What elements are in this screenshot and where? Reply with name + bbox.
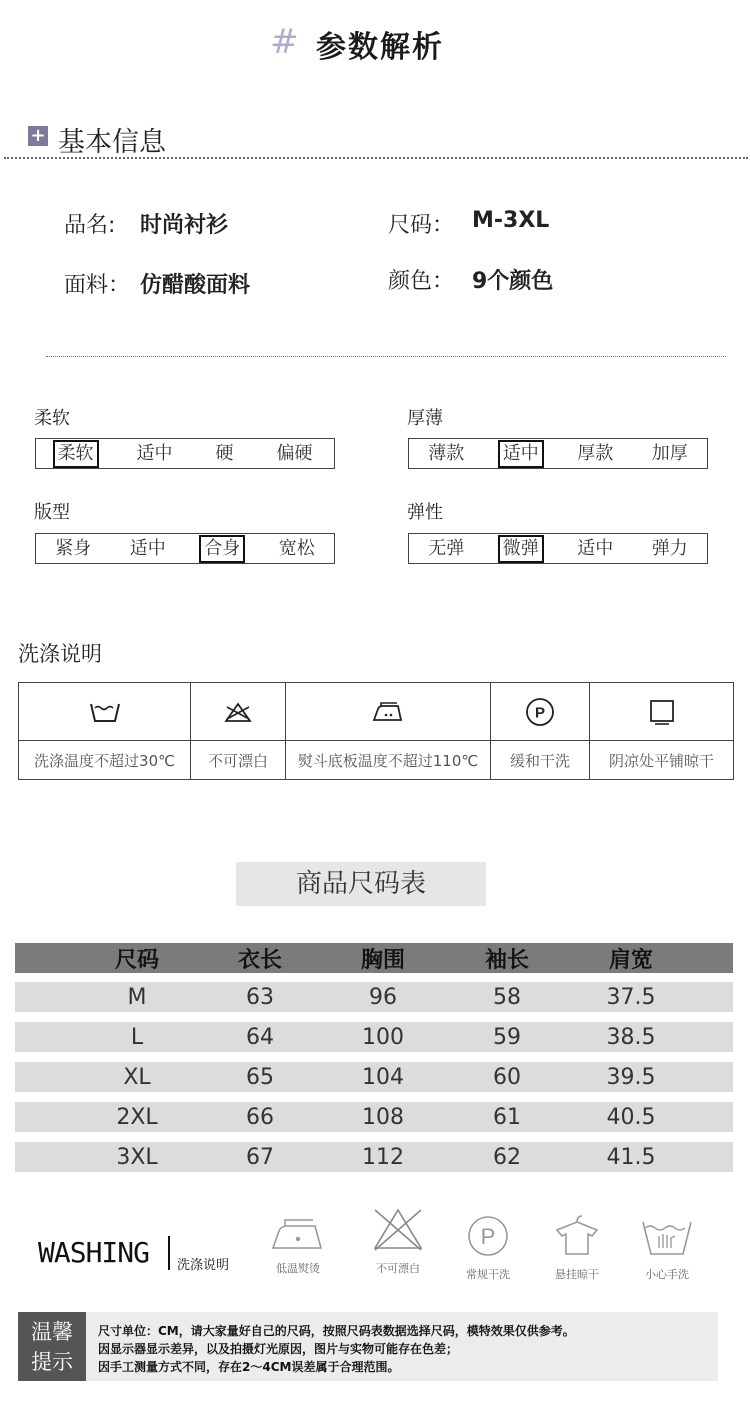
thickness-label: 厚薄	[407, 408, 443, 429]
wash-cell	[286, 683, 491, 779]
wash-cell	[590, 683, 733, 779]
table-cell: 63	[246, 984, 274, 1010]
size-value: M-3XL	[472, 208, 550, 233]
washing-icon-item	[627, 1214, 707, 1282]
column-header: 胸围	[360, 947, 405, 973]
table-row	[15, 1142, 733, 1172]
wash-text: 熨斗底板温度不超过110℃	[297, 751, 479, 770]
wash-cell	[191, 683, 286, 779]
column-header: 袖长	[484, 947, 529, 973]
color-value: 9个颜色	[472, 269, 554, 294]
scale-option: 弹力	[651, 537, 688, 559]
notice-line: 因显示器显示差异，以及拍摄灯光原因，图片与实物可能存在色差；	[98, 1342, 459, 1356]
notice-tag-line: 温馨	[31, 1320, 73, 1344]
scale-option: 偏硬	[276, 442, 313, 464]
dotted-divider	[4, 157, 748, 159]
low-temp-iron-icon	[269, 1214, 327, 1252]
washing-divider	[168, 1236, 170, 1270]
thickness-scale	[408, 438, 708, 469]
scale-option: 厚款	[577, 442, 614, 464]
table-cell: 40.5	[606, 1104, 656, 1130]
wash-section-title: 洗涤说明	[18, 642, 102, 666]
table-cell: 108	[362, 1104, 404, 1130]
scale-option: 适中	[136, 442, 173, 464]
washing-icon-caption: 不可漂白	[376, 1262, 420, 1275]
table-row	[15, 1022, 733, 1052]
table-cell: 60	[493, 1064, 521, 1090]
table-cell: 67	[246, 1144, 274, 1170]
scale-option: 加厚	[651, 442, 688, 464]
fabric-value: 仿醋酸面料	[140, 273, 251, 298]
iron-icon	[371, 700, 405, 724]
fit-label: 版型	[34, 502, 70, 523]
elasticity-label: 弹性	[407, 502, 443, 523]
dry-clean-letter: P	[480, 1224, 496, 1249]
washing-sub-label: 洗涤说明	[177, 1258, 230, 1273]
table-cell: 39.5	[606, 1064, 656, 1090]
wash-instructions-table	[18, 682, 734, 780]
table-cell: 3XL	[116, 1144, 158, 1170]
dotted-divider	[46, 356, 726, 357]
scale-option: 适中	[577, 537, 614, 559]
wash-tub-icon	[89, 700, 121, 724]
table-cell: 37.5	[606, 984, 656, 1010]
table-row	[15, 982, 733, 1012]
washing-icon-caption: 低温熨烫	[276, 1262, 320, 1275]
product-name-value: 时尚衬衫	[140, 213, 229, 238]
hang-dry-icon	[552, 1212, 602, 1258]
table-cell: 2XL	[116, 1104, 158, 1130]
table-cell: 96	[369, 984, 397, 1010]
wash-text: 阴凉处平铺晾干	[608, 751, 714, 770]
no-bleach-icon	[222, 700, 254, 724]
table-cell: L	[130, 1024, 144, 1050]
scale-option: 适中	[129, 537, 166, 559]
scale-option: 微弹	[498, 535, 544, 563]
size-label: 尺码：	[388, 213, 455, 238]
table-cell: 65	[246, 1064, 274, 1090]
softness-scale	[35, 438, 335, 469]
table-cell: 41.5	[606, 1144, 656, 1170]
table-cell: 100	[362, 1024, 404, 1050]
washing-label: WASHING	[38, 1236, 150, 1269]
wash-text: 缓和干洗	[509, 751, 570, 770]
scale-option: 硬	[215, 442, 234, 464]
table-row	[15, 1102, 733, 1132]
table-cell: 61	[493, 1104, 521, 1130]
wash-text: 洗涤温度不超过30℃	[34, 751, 175, 770]
washing-icon-caption: 小心手洗	[645, 1268, 689, 1281]
product-name-label: 品名:	[64, 213, 116, 238]
table-cell: 104	[362, 1064, 404, 1090]
washing-icon-caption: 悬挂晾干	[555, 1268, 599, 1281]
fit-scale	[35, 533, 335, 564]
washing-icon-item	[448, 1214, 528, 1282]
title-hash-mark: #	[270, 22, 299, 62]
scale-option: 合身	[199, 535, 245, 563]
table-cell: 38.5	[606, 1024, 656, 1050]
scale-option: 柔软	[53, 440, 99, 468]
hand-wash-icon	[639, 1214, 695, 1258]
no-bleach-icon	[371, 1206, 425, 1252]
wash-cell	[19, 683, 191, 779]
scale-option: 适中	[498, 440, 544, 468]
color-label: 颜色：	[388, 269, 455, 294]
table-cell: XL	[123, 1064, 151, 1090]
notice-tag-line: 提示	[31, 1350, 73, 1374]
page-title: 参数解析	[316, 30, 444, 65]
softness-label: 柔软	[34, 408, 70, 429]
column-header: 尺码	[114, 947, 159, 973]
size-table-title: 商品尺码表	[295, 869, 426, 899]
table-cell: M	[127, 984, 147, 1010]
washing-icon-item	[258, 1214, 338, 1276]
table-cell: 66	[246, 1104, 274, 1130]
dry-clean-letter: P	[534, 704, 546, 721]
table-cell: 58	[493, 984, 521, 1010]
plus-icon: +	[28, 126, 48, 146]
column-header: 衣长	[237, 947, 282, 973]
washing-icon-item	[537, 1212, 617, 1282]
notice-line: 因手工测量方式不同，存在2～4CM误差属于合理范围。	[98, 1360, 400, 1374]
table-cell: 64	[246, 1024, 274, 1050]
fabric-label: 面料：	[64, 273, 131, 298]
scale-option: 紧身	[55, 537, 92, 559]
table-row	[15, 1062, 733, 1092]
dry-clean-p-icon	[466, 1214, 510, 1258]
scale-option: 薄款	[428, 442, 465, 464]
washing-icon-item	[358, 1206, 438, 1276]
scale-option: 宽松	[278, 537, 315, 559]
table-cell: 62	[493, 1144, 521, 1170]
table-cell: 112	[362, 1144, 404, 1170]
table-cell: 59	[493, 1024, 521, 1050]
size-table-header	[15, 943, 733, 973]
dry-flat-icon	[647, 698, 677, 726]
washing-icon-caption: 常规干洗	[466, 1268, 510, 1281]
elasticity-scale	[408, 533, 708, 564]
scale-option: 无弹	[428, 537, 465, 559]
notice-tag	[18, 1312, 86, 1381]
wash-cell	[491, 683, 590, 779]
column-header: 肩宽	[608, 947, 653, 973]
dry-clean-p-icon	[524, 696, 556, 728]
wash-text: 不可漂白	[207, 751, 268, 770]
section-title-basic-info: 基本信息	[58, 127, 166, 158]
notice-line: 尺寸单位：CM，请大家量好自己的尺码，按照尺码表数据选择尺码，模特效果仅供参考。	[98, 1324, 575, 1338]
